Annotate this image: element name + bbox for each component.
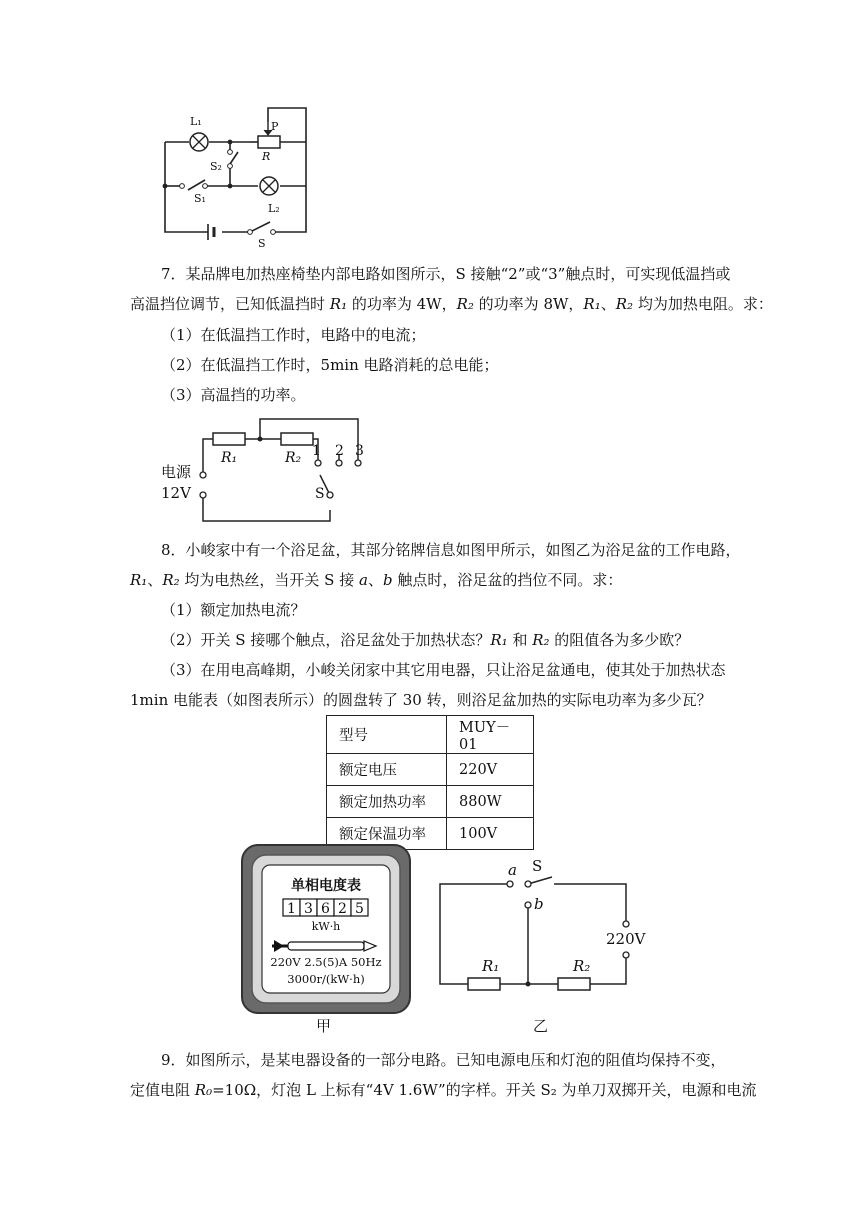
- electric-meter: [240, 843, 412, 1015]
- q7-sub2: （2）在低温挡工作时，5min 电路消耗的总电能；: [161, 356, 499, 374]
- q8-line2: R₁、R₂ 均为电热丝，当开关 S 接 a、b 触点时，浴足盆的挡位不同。求：: [130, 571, 623, 589]
- circuit-diagram-top: [150, 100, 320, 250]
- q9-line2: 定值电阻 R₀=10Ω，灯泡 L 上标有“4V 1.6W”的字样。开关 S₂ 为单刀双掷开关，电源和电流: [130, 1081, 757, 1099]
- q7-label-source: 电源: [161, 463, 192, 481]
- q7-label-1: 1: [312, 443, 321, 459]
- q8-sub1: （1）额定加热电流？: [161, 601, 306, 619]
- lamp-l1-icon: [190, 133, 208, 151]
- table-row: 型号 MUY－01: [327, 716, 534, 754]
- label-r: R: [262, 150, 271, 163]
- q8-sub2: （2）开关 S 接哪个触点，浴足盆处于加热状态？R₁ 和 R₂ 的阻值各为多少欧？: [161, 631, 690, 649]
- q7-line2: 高温挡位调节，已知低温挡时 R₁ 的功率为 4W，R₂ 的功率为 8W，R₁、R₂ 均为加热电阻。求：: [130, 295, 773, 313]
- meter-digit: 6: [321, 901, 330, 917]
- q8-label-b: b: [534, 895, 544, 913]
- meter-title: 单相电度表: [291, 878, 361, 894]
- q8-label-r1: R₁: [482, 957, 500, 975]
- table-row: 额定加热功率 880W: [327, 786, 534, 818]
- meter-digit: 1: [287, 901, 296, 917]
- nameplate-table: [326, 715, 534, 850]
- label-l2: L₂: [268, 202, 280, 215]
- q7-line1: 7．某品牌电加热座椅垫内部电路如图所示，S 接触“2”或“3”触点时，可实现低温挡或: [161, 265, 731, 283]
- label-s2: S₂: [210, 160, 222, 173]
- q8-sub3: （3）在用电高峰期，小峻关闭家中其它用电器，只让浴足盆通电，使其处于加热状态: [161, 661, 726, 679]
- q7-label-voltage: 12V: [161, 484, 191, 502]
- meter-digit: 5: [355, 901, 364, 917]
- q8-sub3-line2: 1min 电能表（如图表所示）的圆盘转了 30 转，则浴足盆加热的实际电功率为多少瓦？: [130, 691, 712, 709]
- meter-spec2: 3000r/(kW·h): [287, 972, 365, 986]
- circuit-diagram-q7: [155, 415, 375, 530]
- q9-line1: 9．如图所示，是某电器设备的一部分电路。已知电源电压和灯泡的阻值均保持不变，: [161, 1051, 726, 1069]
- label-l1: L₁: [190, 115, 202, 128]
- label-s1: S₁: [194, 192, 206, 205]
- table-row: 额定保温功率 100V: [327, 818, 534, 850]
- label-s: S: [258, 237, 266, 250]
- q8-line1: 8．小峻家中有一个浴足盆，其部分铭牌信息如图甲所示，如图乙为浴足盆的工作电路，: [161, 541, 741, 559]
- meter-digit: 3: [304, 901, 313, 917]
- q7-sub3: （3）高温挡的功率。: [161, 386, 306, 404]
- q8-label-a: a: [508, 861, 517, 879]
- q8-label-s: S: [532, 857, 543, 875]
- meter-unit: kW·h: [311, 920, 341, 933]
- q7-sub1: （1）在低温挡工作时，电路中的电流；: [161, 326, 426, 344]
- circuit-diagram-q8: [430, 855, 646, 1005]
- q7-label-s: S: [315, 486, 325, 502]
- lamp-l2-icon: [260, 177, 278, 195]
- q7-label-r2: R₂: [285, 450, 302, 466]
- q7-label-r1: R₁: [221, 450, 238, 466]
- q7-label-3: 3: [355, 443, 364, 459]
- caption-jia: 甲: [316, 1017, 332, 1035]
- table-row: 额定电压 220V: [327, 754, 534, 786]
- q8-label-voltage: 220V: [606, 930, 646, 948]
- meter-digit: 2: [338, 901, 347, 917]
- caption-yi: 乙: [533, 1017, 549, 1035]
- q8-label-r2: R₂: [573, 957, 591, 975]
- q7-label-2: 2: [335, 443, 344, 459]
- label-p: P: [271, 120, 279, 133]
- meter-spec1: 220V 2.5(5)A 50Hz: [270, 955, 382, 969]
